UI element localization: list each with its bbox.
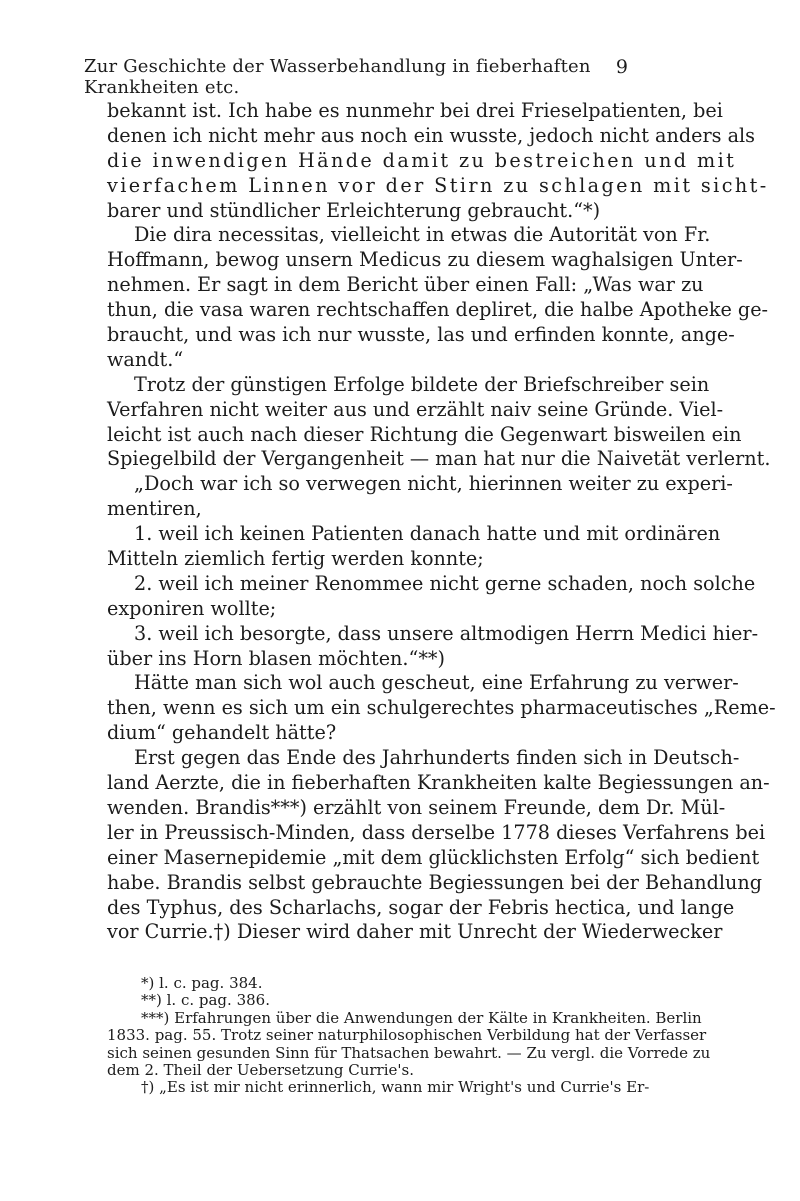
footnote-line: 1833. pag. 55. Trotz seiner naturphilosophischen Verbildung hat der Verfasser (107, 1026, 707, 1045)
text-line: Hätte man sich wol auch gescheut, eine Erfahrung zu verwer- (134, 671, 739, 695)
text-line: 1. weil ich keinen Patienten danach hatte und mit ordinären (134, 522, 721, 546)
text-line: Erst gegen das Ende des Jahrhunderts finden sich in Deutsch- (134, 746, 740, 770)
page-number: 9 (615, 56, 628, 78)
text-line: wenden. Brandis***) erzählt von seinem Freunde, dem Dr. Mül- (107, 795, 726, 819)
text-line: 3. weil ich besorgte, dass unsere altmodigen Herrn Medici hier- (134, 621, 759, 645)
footnotes (107, 974, 711, 1097)
text-line: denen ich nicht mehr aus noch ein wusste, jedoch nicht anders als (107, 123, 755, 147)
text-line: dium“ gehandelt hätte? (107, 721, 337, 745)
text-line: leicht ist auch nach dieser Richtung die Gegenwart bisweilen ein (107, 422, 742, 446)
text-line: vor Currie.†) Dieser wird daher mit Unrecht der Wiederwecker (107, 920, 723, 944)
text-line: Hoffmann, bewog unsern Medicus zu diesem waghalsigen Unter- (107, 248, 743, 272)
text-line: Spiegelbild der Vergangenheit — man hat nur die Naivetät verlernt. (107, 447, 771, 471)
footnote-line: sich seinen gesunden Sinn für Thatsachen bewahrt. — Zu vergl. die Vorrede zu (107, 1043, 711, 1062)
text-line: nehmen. Er sagt in dem Bericht über einen Fall: „Was war zu (107, 273, 704, 297)
text-line: then, wenn es sich um ein schulgerechtes pharmaceutisches „Reme- (107, 696, 776, 720)
running-header: Zur Geschichte der Wasserbehandlung in fieberhaften Krankheiten etc. (84, 56, 591, 98)
text-line: die inwendigen Hände damit zu bestreichen und mit (107, 148, 737, 172)
footnote-line: dem 2. Theil der Uebersetzung Currie's. (107, 1060, 414, 1079)
text-line: habe. Brandis selbst gebrauchte Begiessungen bei der Behandlung (107, 870, 763, 894)
text-line: 2. weil ich meiner Renommee nicht gerne schaden, noch solche (134, 571, 756, 595)
text-line: Trotz der günstigen Erfolge bildete der Briefschreiber sein (134, 372, 710, 396)
text-line: „Doch war ich so verwegen nicht, hierinnen weiter zu experi- (134, 472, 733, 496)
text-line: barer und stündlicher Erleichterung gebraucht.“*) (107, 198, 601, 222)
text-line: vierfachem Linnen vor der Stirn zu schlagen mit sicht- (107, 173, 769, 197)
footnote-line: **) l. c. pag. 386. (141, 991, 270, 1010)
text-line: mentiren, (107, 497, 202, 521)
main-text (107, 99, 776, 945)
text-line: exponiren wollte; (107, 596, 277, 620)
text-line: des Typhus, des Scharlachs, sogar der Febris hectica, und lange (107, 895, 735, 919)
text-line: Verfahren nicht weiter aus und erzählt naiv seine Gründe. Viel- (107, 397, 724, 421)
footnote-line: *) l. c. pag. 384. (141, 974, 263, 992)
text-line: wandt.“ (107, 347, 184, 371)
text-line: braucht, und was ich nur wusste, las und erfinden konnte, ange- (107, 323, 735, 347)
footnote-line: ***) Erfahrungen über die Anwendungen der Kälte in Krankheiten. Berlin (141, 1008, 702, 1027)
footnote-line: †) „Es ist mir nicht erinnerlich, wann mir Wright's und Currie's Er- (141, 1078, 650, 1097)
text-line: ler in Preussisch-Minden, dass derselbe 1778 dieses Verfahrens bei (107, 820, 766, 844)
text-line: thun, die vasa waren rechtschaffen depliret, die halbe Apotheke ge- (107, 298, 769, 322)
text-line: über ins Horn blasen möchten.“**) (107, 646, 445, 670)
text-line: Mitteln ziemlich fertig werden konnte; (107, 547, 484, 571)
text-line: Die dira necessitas, vielleicht in etwas die Autorität von Fr. (134, 223, 711, 247)
text-line: land Aerzte, die in fieberhaften Krankheiten kalte Begiessungen an- (107, 771, 770, 795)
text-line: einer Masernepidemie „mit dem glücklichsten Erfolg“ sich bedient (107, 845, 760, 869)
text-line: bekannt ist. Ich habe es nunmehr bei drei Frieselpatienten, bei (107, 99, 723, 122)
